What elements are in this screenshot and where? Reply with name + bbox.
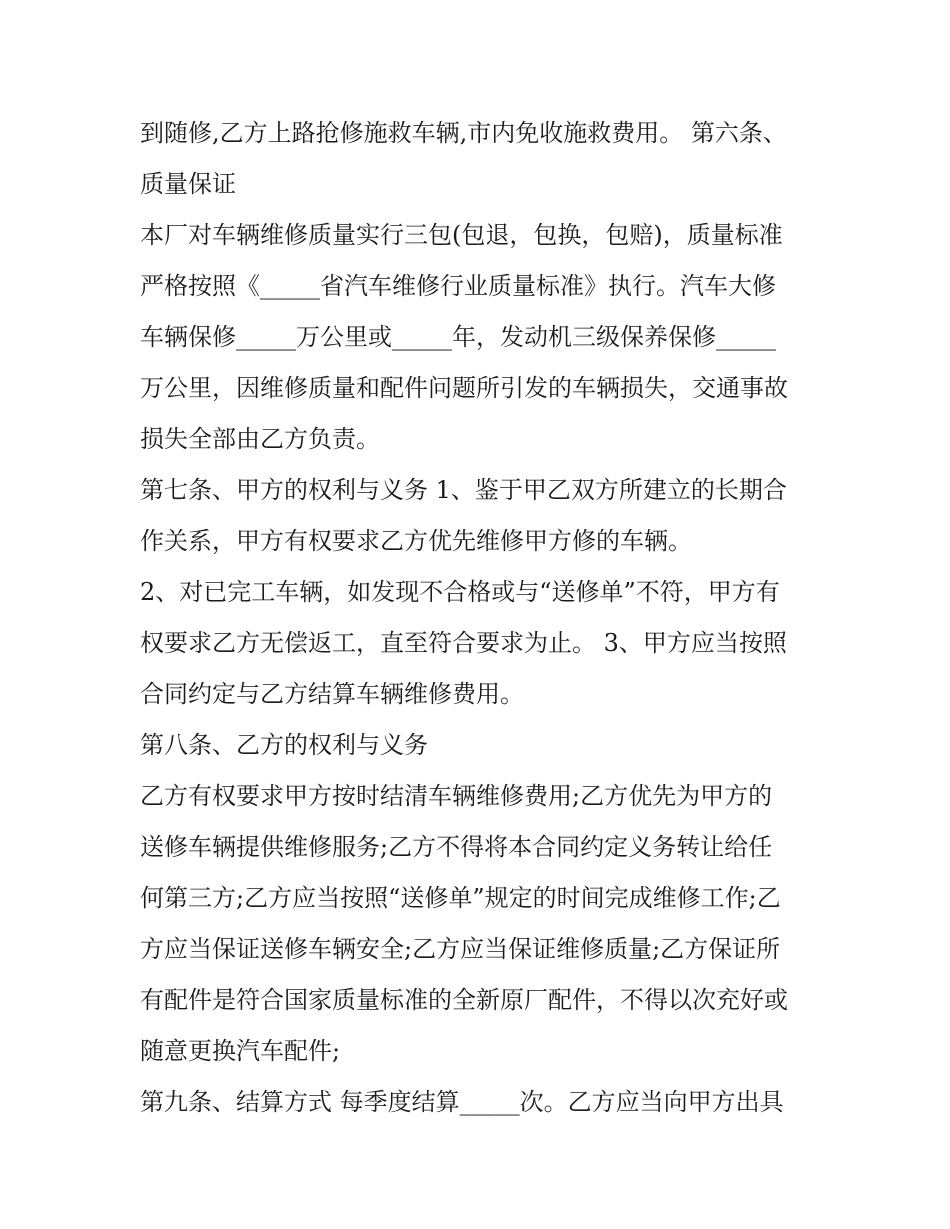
contract-body-text [140,108,820,1128]
text-line: 到随修,乙方上路抢修施救车辆,市内免收施救费用。 第六条、 [140,119,787,147]
text-line: 乙方有权要求甲方按时结清车辆维修费用;乙方优先为甲方的 [140,782,773,810]
text-line: 作关系，甲方有权要求乙方优先维修甲方修的车辆。 [140,527,692,555]
text-line: 车辆保修_____万公里或_____年，发动机三级保养保修_____ [140,323,776,351]
text-line: 第七条、甲方的权利与义务 1、鉴于甲乙双方所建立的长期合 [140,476,787,504]
text-line: 随意更换汽车配件; [140,1037,341,1065]
text-line: 方应当保证送修车辆安全;乙方应当保证维修质量;乙方保证所 [140,935,781,963]
text-line: 送修车辆提供维修服务;乙方不得将本合同约定义务转让给任 [140,833,773,861]
text-line: 第九条、结算方式 每季度结算_____次。乙方应当向甲方出具 [140,1088,784,1116]
text-line: 2、对已完工车辆，如发现不合格或与“送修单”不符，甲方有 [140,578,780,606]
text-line: 万公里，因维修质量和配件问题所引发的车辆损失，交通事故 [140,374,788,402]
text-line: 本厂对车辆维修质量实行三包(包退，包换，包赔)，质量标准 [140,221,783,249]
text-line: 严格按照《_____省汽车维修行业质量标准》执行。汽车大修 [140,272,776,300]
text-line: 质量保证 [140,170,236,198]
text-line: 合同约定与乙方结算车辆维修费用。 [140,680,524,708]
text-line: 何第三方;乙方应当按照“送修单”规定的时间完成维修工作;乙 [140,884,781,912]
text-line: 第八条、乙方的权利与义务 [140,731,428,759]
text-line: 权要求乙方无偿返工，直至符合要求为止。 3、甲方应当按照 [140,629,787,657]
text-line: 有配件是符合国家质量标准的全新原厂配件，不得以次充好或 [140,986,788,1014]
text-line: 损失全部由乙方负责。 [140,425,380,453]
